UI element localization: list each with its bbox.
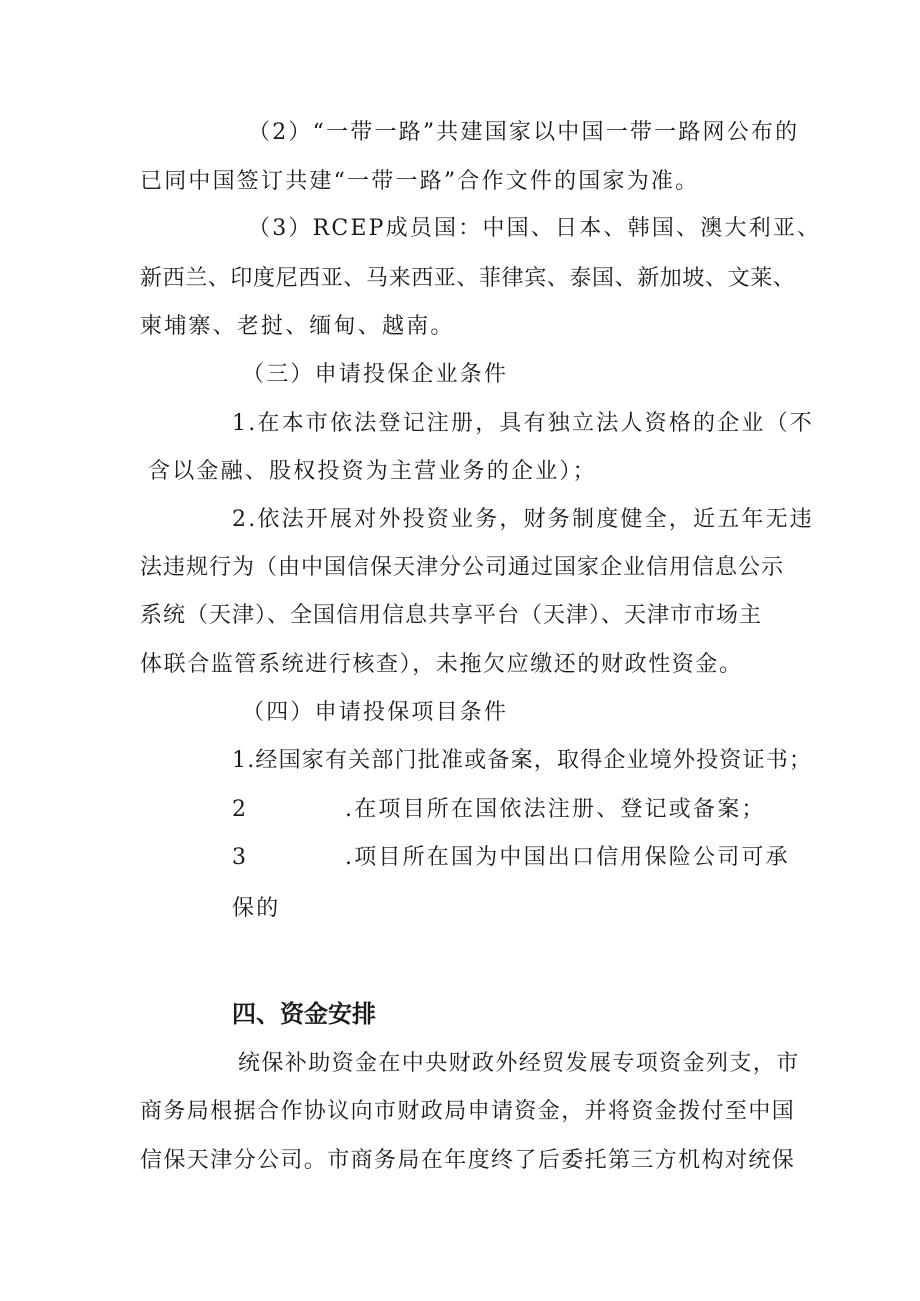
section-heading-funding: 四、资金安排 xyxy=(232,1000,376,1028)
para-2-line-1: （2）“一带一路”共建国家以中国一带一路网公布的 xyxy=(248,120,800,145)
project-item-3-continuation: 保的 xyxy=(232,896,281,921)
project-item-3-number: 3 xyxy=(232,845,246,870)
subheading-project-conditions: （四）申请投保项目条件 xyxy=(242,700,509,725)
para-3-line-2: 新西兰、印度尼西亚、马来西亚、菲律宾、泰国、新加坡、文莱、 xyxy=(140,266,796,291)
enterprise-item-1-line-2: 含以金融、股权投资为主营业务的企业）； xyxy=(148,459,597,484)
subheading-enterprise-conditions: （三）申请投保企业条件 xyxy=(242,362,509,387)
para-3-line-1: （3）RCEP成员国：中国、日本、韩国、澳大利亚、 xyxy=(248,216,822,241)
para-2-line-2: 已同中国签订共建“一带一路”合作文件的国家为准。 xyxy=(140,169,700,194)
para-3-line-3: 柬埔寨、老挝、缅甸、越南。 xyxy=(140,314,455,339)
project-item-1: 1.经国家有关部门批准或备案，取得企业境外投资证书； xyxy=(232,748,813,773)
project-item-2-number: 2 xyxy=(232,797,246,822)
enterprise-item-1-line-1: 1.在本市依法登记注册，具有独立法人资格的企业（不 xyxy=(232,411,814,436)
project-item-3-text: .项目所在国为中国出口信用保险公司可承 xyxy=(345,845,790,870)
enterprise-item-2-line-2: 法违规行为（由中国信保天津分公司通过国家企业信用信息公示 xyxy=(140,555,785,580)
enterprise-item-2-line-4: 体联合监管系统进行核查），未拖欠应缴还的财政性资金。 xyxy=(140,652,743,677)
funding-para-line-2: 商务局根据合作协议向市财政局申请资金，并将资金拨付至中国 xyxy=(140,1099,796,1124)
funding-para-line-3: 信保天津分公司。市商务局在年度终了后委托第三方机构对统保 xyxy=(140,1148,796,1173)
project-item-2-text: .在项目所在国依法注册、登记或备案； xyxy=(345,797,766,822)
funding-para-line-1: 统保补助资金在中央财政外经贸发展专项资金列支，市 xyxy=(238,1051,800,1076)
enterprise-item-2-line-1: 2.依法开展对外投资业务，财务制度健全，近五年无违 xyxy=(232,507,814,532)
enterprise-item-2-line-3: 系统（天津）、全国信用信息共享平台（天津）、天津市市场主 xyxy=(140,603,763,628)
